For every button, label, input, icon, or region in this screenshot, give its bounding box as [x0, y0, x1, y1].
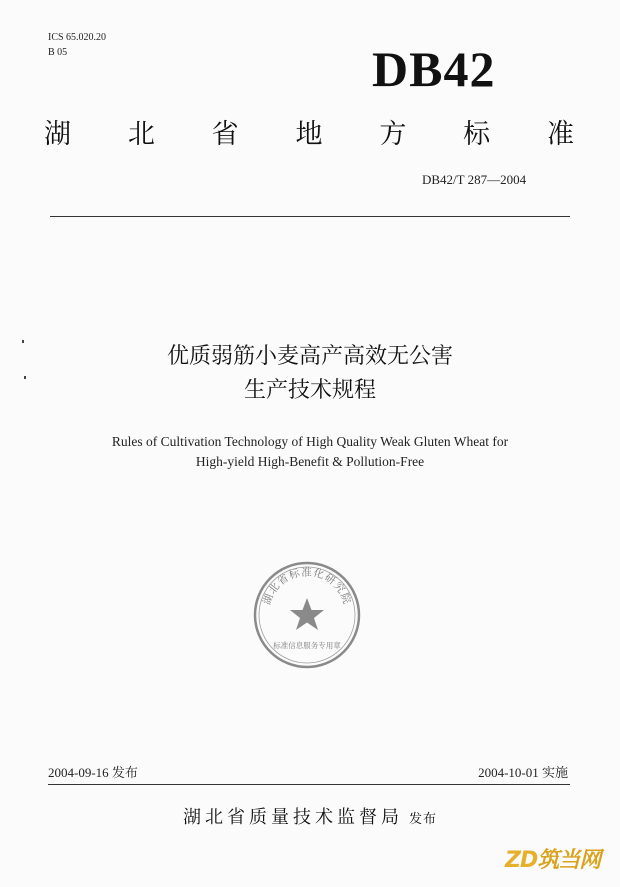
- standard-type-char: 方: [379, 119, 407, 150]
- standard-type-char: 省: [211, 119, 239, 150]
- site-watermark: [505, 843, 600, 874]
- svg-text:湖北省标准化研究院: 湖北省标准化研究院: [260, 566, 354, 607]
- footer-divider: [48, 784, 570, 785]
- watermark-mark: ZD: [505, 848, 538, 873]
- svg-text:标准信息服务专用章: 标准信息服务专用章: [273, 641, 341, 650]
- title-english-line1: Rules of Cultivation Technology of High Quality Weak Gluten Wheat for: [111, 434, 509, 449]
- standard-type: [44, 112, 574, 151]
- standard-type-char: 北: [127, 119, 155, 150]
- title-chinese-line2: 生产技术规程: [243, 378, 376, 403]
- title-english: [0, 432, 620, 472]
- title-chinese: [0, 340, 620, 408]
- db-code: DB42: [372, 41, 496, 97]
- standard-type-char: 准: [546, 119, 574, 150]
- title-chinese-line1: 优质弱筋小麦高产高效无公害: [166, 344, 453, 369]
- standard-type-char: 地: [295, 119, 323, 150]
- publisher-suffix: 发布: [408, 812, 437, 827]
- watermark-text: 筑当网: [537, 848, 601, 873]
- standard-type-char: 标: [463, 119, 491, 150]
- ccs-code: B 05: [48, 47, 68, 58]
- title-english-line2: High-yield High-Benefit & Pollution-Free: [195, 454, 425, 469]
- publisher: [0, 803, 620, 829]
- publisher-name: 湖北省质量技术监督局: [182, 807, 403, 828]
- implementation-date: 2004-10-01 实施: [478, 765, 568, 780]
- official-seal: [252, 560, 362, 670]
- issue-date: 2004-09-16 发布: [48, 765, 138, 780]
- standard-type-char: 湖: [44, 119, 71, 150]
- header-divider: [50, 216, 570, 217]
- ics-code: ICS 65.020.20: [48, 32, 107, 43]
- classification-codes: [48, 30, 106, 60]
- standard-number: DB42/T 287—2004: [422, 172, 527, 187]
